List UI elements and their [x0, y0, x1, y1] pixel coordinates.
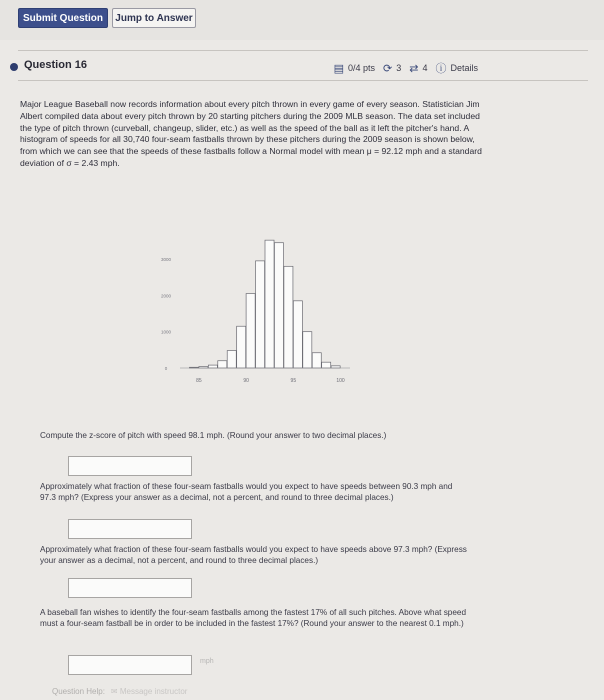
question-bullet-icon	[10, 63, 18, 71]
message-instructor-link[interactable]: ✉ Message instructor	[110, 687, 188, 696]
histogram-bar	[265, 240, 274, 368]
x-tick-label: 95	[290, 378, 297, 384]
part-3-text: Approximately what fraction of these four-seam fastballs would you expect to have speeds above 97.3 mph? (Express your answer as a decimal, not a percent, and round to three decimal places.)	[40, 545, 467, 565]
part-1-text: Compute the z-score of pitch with speed 98.1 mph. (Round your answer to two decimal places.)	[40, 431, 387, 440]
histogram-bar	[322, 362, 331, 368]
histogram-bar	[274, 243, 283, 368]
question-text: Major League Baseball now records information about every pitch thrown in every game of every season. Statistician Jim Albert compiled data about every pitch thrown by 20 starting pitchers during the 2009 MLB season. The data set included the type of pitch thrown (curveball, changeup, slider, etc.) as well as the speed of the ball as it left the pitcher's hand. A histogram of speeds for all 30,740 four-seam fastballs thrown by these pitchers during the 2009 season is shown below, from which we can see that the speeds of these fastballs follow a Normal model with mean μ = 92.12 mph and a standard deviation of σ = 2.43 mph.	[20, 99, 482, 168]
histogram-bar	[303, 332, 312, 368]
answer-input-2[interactable]	[68, 519, 192, 539]
top-toolbar	[0, 0, 604, 40]
y-tick-label: 3000	[160, 257, 172, 263]
histogram-bar	[227, 351, 236, 368]
x-tick-label: 90	[243, 378, 249, 384]
histogram-bar	[237, 326, 246, 368]
y-tick-label: 1000	[160, 329, 172, 335]
info-icon[interactable]: ⓘ	[435, 63, 447, 75]
y-tick-label: 0	[164, 366, 168, 371]
points-value: 0/4 pts	[347, 63, 376, 73]
question-help	[52, 687, 187, 696]
part-4-text: A baseball fan wishes to identify the four-seam fastballs among the fastest 17% of all such pitches. Above what speed must a four-seam fastball be in order to be included in the fastest 17%? (Round your answer to the nearest 0.1 mph.)	[40, 608, 466, 628]
histogram-bar	[293, 301, 302, 368]
x-tick-label: 85	[196, 378, 202, 384]
question-meta	[334, 60, 478, 76]
answer-input-4[interactable]	[68, 655, 192, 675]
speed-histogram	[150, 218, 360, 408]
answer-input-3[interactable]	[68, 578, 192, 598]
y-tick-label: 2000	[160, 293, 172, 299]
retry-count: 3	[396, 63, 402, 73]
x-tick-label: 100	[336, 378, 345, 384]
histogram-bar	[256, 261, 265, 368]
attempts-icon: ⇄	[409, 62, 419, 75]
answer-input-1[interactable]	[68, 456, 192, 476]
histogram-bar	[208, 365, 217, 368]
histogram-bar	[312, 353, 321, 368]
help-label: Question Help:	[52, 687, 105, 696]
part-2-text: Approximately what fraction of these four-seam fastballs would you expect to have speeds between 90.3 mph and 97.3 mph? (Express your answer as a decimal, not a percent, and round to three decimal places.)	[40, 482, 453, 502]
score-icon: ▤	[333, 62, 344, 75]
divider	[18, 50, 588, 51]
retry-icon[interactable]: ⟳	[383, 62, 393, 75]
details-link[interactable]: Details	[450, 63, 478, 73]
unit-label: mph	[200, 658, 214, 665]
histogram-bar	[246, 294, 255, 368]
jump-to-answer-button[interactable]: Jump to Answer	[112, 8, 196, 28]
histogram-bar	[218, 361, 227, 368]
divider	[18, 80, 588, 81]
histogram-bar	[284, 266, 293, 368]
submit-question-button[interactable]: Submit Question	[18, 8, 108, 28]
histogram-bar	[331, 366, 340, 368]
message-instructor-label: Message instructor	[119, 687, 188, 696]
question-number: Question 16	[24, 59, 87, 71]
attempts-count: 4	[422, 63, 428, 73]
